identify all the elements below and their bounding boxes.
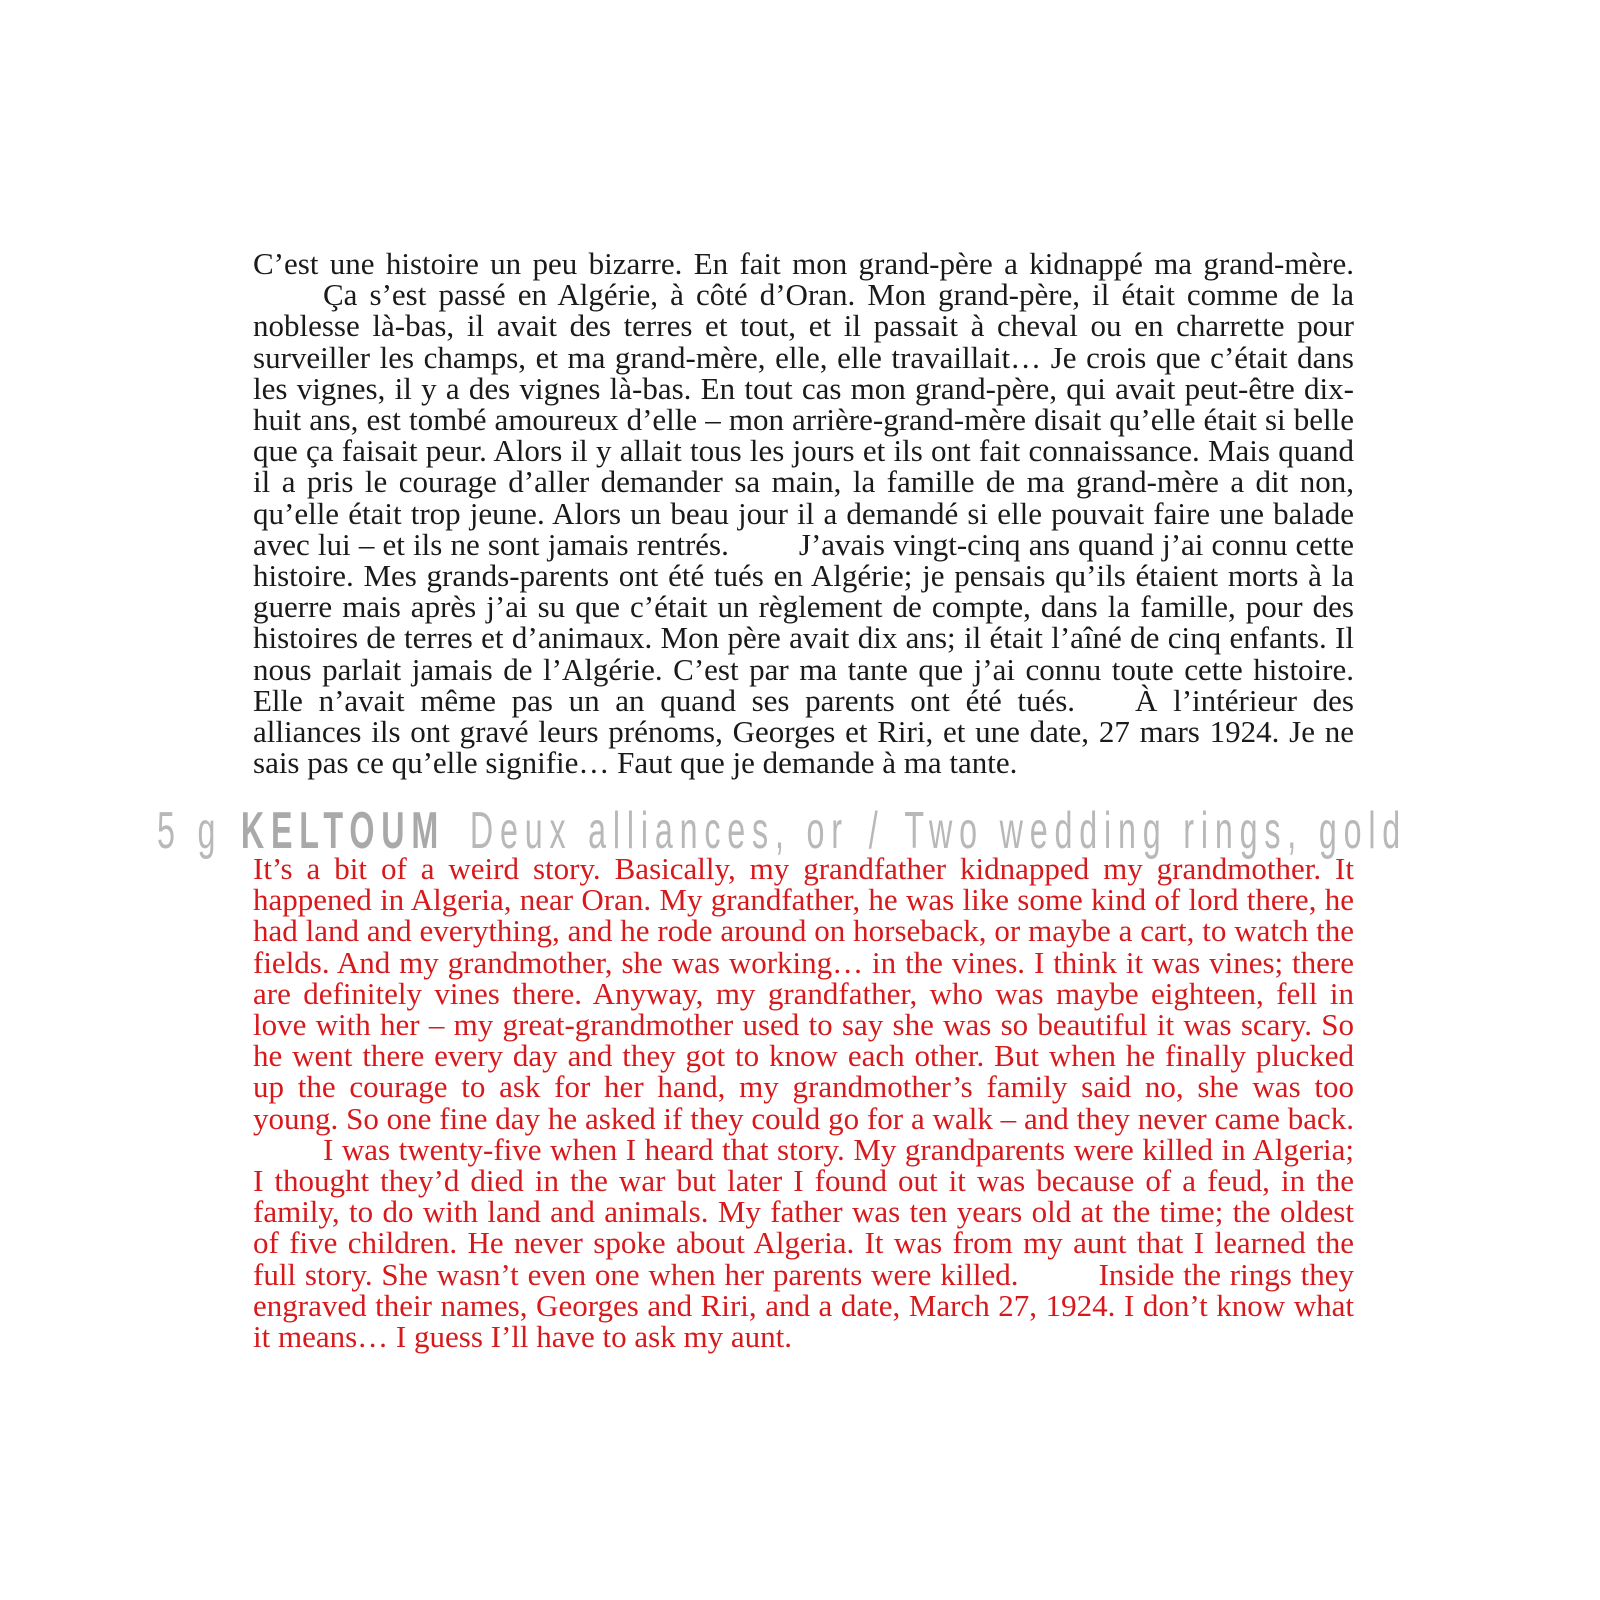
caption-name: KELTOUM [240,802,446,860]
french-paragraph-2: Ça s’est passé en Algérie, à côté d’Oran. Mon grand-père, il était comme de la noblesse là-bas, il avait des terres et tout, et il passait à cheval ou en charrette pour surveiller les champs, et ma grand-mère, elle, elle travaillait… Je crois que c’était dans les vignes, il y a des vignes là-bas. En tout cas mon grand-père, qui avait peut-être dix-huit ans, est tombé amoureux d’elle – mon arrière-grand-mère disait qu’elle était si belle que ça faisait peur. Alors il y allait tous les jours et ils ont fait connaissance. Mais quand il a pris le courage d’aller demander sa main, la famille de ma grand-mère a dit non, qu’elle était trop jeune. Alors un beau jour il a demandé si elle pouvait faire une balade avec lui – et ils ne sont jamais rentrés. [253,277,1354,562]
caption-object-french: Deux alliances, or [469,802,849,860]
french-paragraph-4: À l’intérieur des alliances ils ont gravé leurs prénoms, Georges et Riri, et une date, 27 mars 1924. Je ne sais pas ce qu’elle signifie… Faut que je demande à ma tante. [253,682,1354,781]
english-paragraph-2: I was twenty-five when I heard that story. My grandparents were killed in Algeria; I thought they’d died in the war but later I found out it was because of a feud, in the family, to do with land and animals. My father was ten years old at the time; the oldest of five children. He never spoke about Algeria. It was from my aunt that I learned the full story. She wasn’t even one when her parents were killed. [253,1131,1354,1292]
english-paragraph-3: Inside the rings they engraved their names, Georges and Riri, and a date, March 27, 1924. I don’t know what it means… I guess I’ll have to ask my aunt. [253,1256,1354,1355]
french-paragraph-3: J’avais vingt-cinq ans quand j’ai connu cette histoire. Mes grands-parents ont été tués en Algérie; je pensais qu’ils étaient morts à la guerre mais après j’ai su que c’était un règlement de compte, dans la famille, pour des histoires de terres et d’animaux. Mon père avait dix ans; il était l’aîné de cinq enfants. Il nous parlait jamais de l’Algérie. C’est par ma tante que j’ai connu toute cette histoire. Elle n’avait même pas un an quand ses parents ont été tués. [253,526,1354,718]
english-testimony [253,851,1354,1355]
french-testimony [253,246,1354,781]
french-paragraph-1: C’est une histoire un peu bizarre. En fait mon grand-père a kidnappé ma grand-mère. [253,246,1354,281]
english-paragraph-1: It’s a bit of a weird story. Basically, my grandfather kidnapped my grandmother. It happened in Algeria, near Oran. My grandfather, he was like some kind of lord there, he had land and everything, and he rode around on horseback, or maybe a cart, to watch the fields. And my grandmother, she was working… in the vines. I think it was vines; there are definitely vines there. Anyway, my grandfather, who was maybe eighteen, fell in love with her – my great-grandmother used to say she was so beautiful it was scary. So he went there every day and they got to know each other. But when he finally plucked up the courage to ask for her hand, my grandmother’s family said no, she was too young. So one fine day he asked if they could go for a walk – and they never came back. [253,851,1354,1136]
caption-object-english: Two wedding rings, gold [904,802,1408,860]
caption-separator: / [868,802,885,860]
caption-weight: 5 g [157,802,223,860]
